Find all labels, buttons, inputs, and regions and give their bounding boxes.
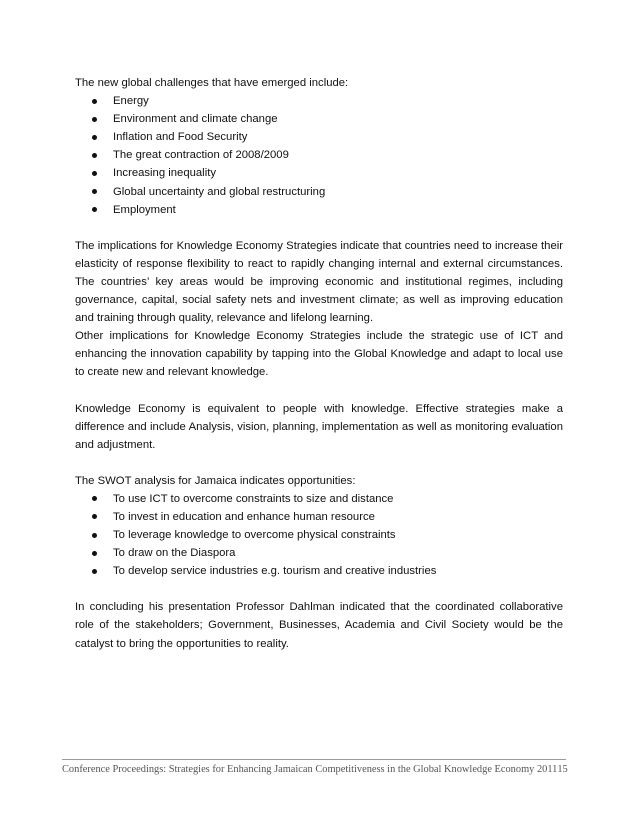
list-item-text: To use ICT to overcome constraints to size and distance xyxy=(113,492,394,505)
list-item xyxy=(75,183,563,201)
bullet-icon xyxy=(92,533,97,538)
list-item-text: Increasing inequality xyxy=(113,167,216,180)
bullet-icon xyxy=(92,153,97,158)
bullet-icon xyxy=(92,569,97,574)
challenges-list xyxy=(75,92,563,219)
list-item-text: Energy xyxy=(113,95,149,108)
document-body xyxy=(75,74,563,653)
list-item xyxy=(75,146,563,164)
bullet-icon xyxy=(92,171,97,176)
list-item xyxy=(75,128,563,146)
paragraph-gap xyxy=(75,454,563,472)
list-item-text: To invest in education and enhance human resource xyxy=(113,510,375,523)
bullet-icon xyxy=(92,551,97,556)
page-footer xyxy=(62,759,566,776)
list-item-text: To draw on the Diaspora xyxy=(113,547,236,560)
list-item xyxy=(75,92,563,110)
conclusion-paragraph: In concluding his presentation Professor Dahlman indicated that the coordinated collaborative role of the stakeholders; Government, Businesses, Academia and Civil Society would be the catalyst to bring the opportunities to reality. xyxy=(75,601,563,650)
list-item-text: The great contraction of 2008/2009 xyxy=(113,149,289,162)
list-item xyxy=(75,526,563,544)
bullet-icon xyxy=(92,514,97,519)
list-item xyxy=(75,201,563,219)
bullet-icon xyxy=(92,99,97,104)
challenges-intro: The new global challenges that have emerged include: xyxy=(75,77,349,89)
list-item xyxy=(75,110,563,128)
bullet-icon xyxy=(92,496,97,501)
list-item-text: Global uncertainty and global restructuring xyxy=(113,185,326,198)
paragraph-gap xyxy=(75,219,563,237)
opportunities-list xyxy=(75,490,563,580)
paragraph-gap xyxy=(75,580,563,598)
paragraph-gap xyxy=(75,382,563,400)
other-implications-paragraph: Other implications for Knowledge Economy Strategies include the strategic use of ICT and enhancing the innovation capability by tapping into the Global Knowledge and adapt to local use to create new and relevant knowledge. xyxy=(75,330,563,379)
bullet-icon xyxy=(92,135,97,140)
list-item xyxy=(75,490,563,508)
bullet-icon xyxy=(92,117,97,122)
footer-text: Conference Proceedings: Strategies for Enhancing Jamaican Competitiveness in the Global Knowledge Economy 2011 xyxy=(62,764,558,775)
implications-paragraph: The implications for Knowledge Economy Strategies indicate that countries need to increase their elasticity of response flexibility to react to rapidly changing internal and external circumstances. The countries’ key areas would be improving economic and institutional regimes, including governance, capital, social safety nets and investment climate; as well as improving education and training through quality, relevance and lifelong learning. xyxy=(75,239,563,325)
list-item xyxy=(75,544,563,562)
knowledge-economy-paragraph: Knowledge Economy is equivalent to people with knowledge. Effective strategies make a difference and include Analysis, vision, planning, implementation as well as monitoring evaluation and adjustment. xyxy=(75,402,563,451)
list-item-text: Environment and climate change xyxy=(113,113,278,126)
list-item-text: To develop service industries e.g. tourism and creative industries xyxy=(113,565,437,578)
list-item-text: To leverage knowledge to overcome physical constraints xyxy=(113,529,396,542)
list-item xyxy=(75,562,563,580)
swot-intro: The SWOT analysis for Jamaica indicates opportunities: xyxy=(75,474,356,487)
list-item-text: Inflation and Food Security xyxy=(113,131,248,144)
list-item-text: Employment xyxy=(113,203,176,216)
bullet-icon xyxy=(92,207,97,212)
page-number: 15 xyxy=(557,764,568,775)
list-item xyxy=(75,164,563,182)
list-item xyxy=(75,508,563,526)
bullet-icon xyxy=(92,189,97,194)
